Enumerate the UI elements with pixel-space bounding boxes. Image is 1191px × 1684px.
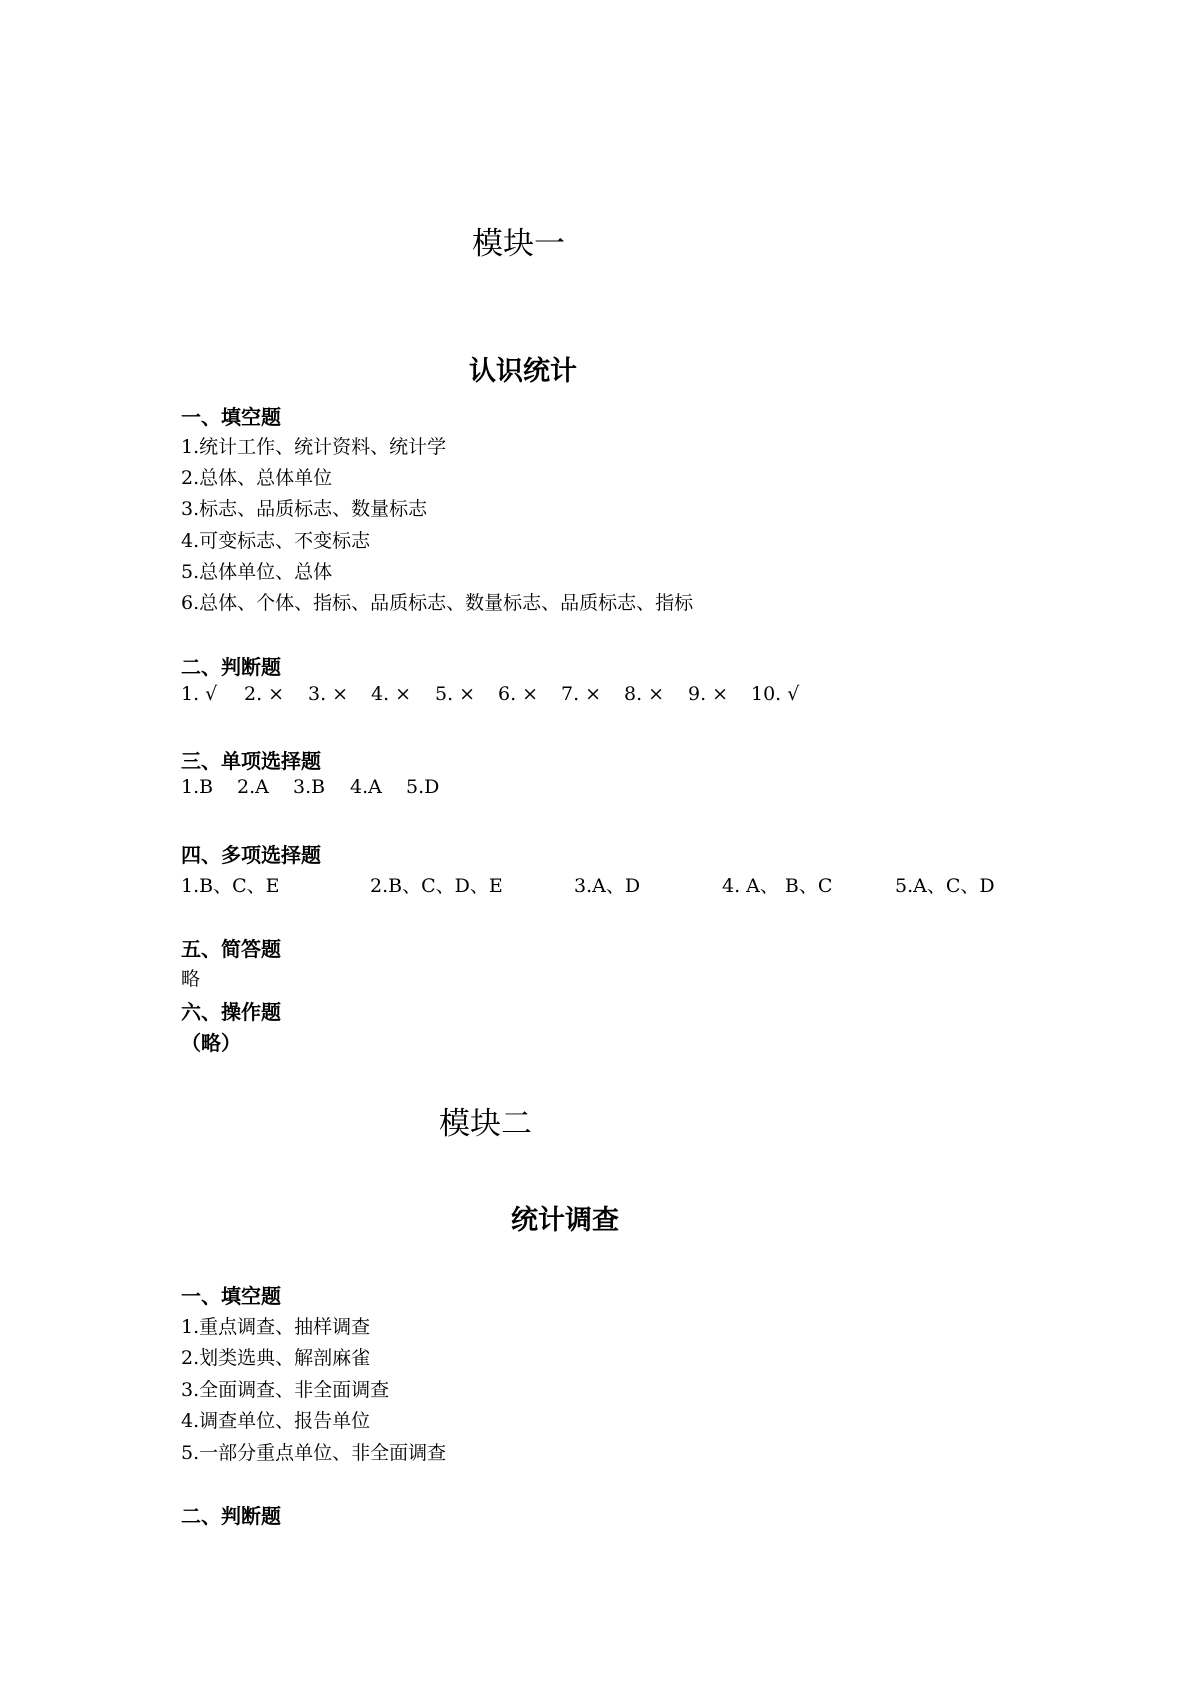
- answer-line: 4.可变标志、不变标志: [181, 530, 371, 552]
- answer-line: （略）: [181, 1031, 241, 1055]
- answer-line: 1.重点调查、抽样调查: [181, 1316, 371, 1338]
- answer-item: 3. ×: [308, 683, 349, 705]
- section-heading-fill-blank: 一、填空题: [181, 405, 281, 429]
- answer-line: 2.总体、总体单位: [181, 467, 333, 489]
- answer-line: 6.总体、个体、指标、品质标志、数量标志、品质标志、指标: [181, 592, 694, 614]
- chapter-title: 统计调查: [511, 1205, 619, 1236]
- section-heading-true-false: 二、判断题: [181, 1504, 281, 1528]
- answer-line: 略: [181, 968, 201, 990]
- answer-line: 5.一部分重点单位、非全面调查: [181, 1442, 447, 1464]
- answer-item: 3.B: [293, 776, 326, 798]
- section-heading-multi-choice: 四、多项选择题: [181, 843, 321, 867]
- module-title: 模块二: [439, 1106, 532, 1142]
- answer-item: 5.D: [406, 776, 440, 798]
- answer-line: 4.调查单位、报告单位: [181, 1410, 371, 1432]
- answer-item: 2. ×: [244, 683, 285, 705]
- answer-item: 4. A、 B、C: [722, 875, 833, 897]
- answer-item: 2.A: [237, 776, 269, 798]
- answer-item: 10. √: [751, 683, 800, 705]
- module-title: 模块一: [472, 226, 565, 262]
- answer-item: 1. √: [181, 683, 218, 705]
- answer-item: 4.A: [350, 776, 382, 798]
- answer-item: 6. ×: [498, 683, 539, 705]
- answer-item: 5. ×: [435, 683, 476, 705]
- answer-line: 2.划类选典、解剖麻雀: [181, 1347, 371, 1369]
- answer-item: 1.B: [181, 776, 214, 798]
- section-heading-true-false: 二、判断题: [181, 655, 281, 679]
- section-heading-practice: 六、操作题: [181, 1000, 281, 1024]
- answer-line: 5.总体单位、总体: [181, 561, 333, 583]
- section-heading-single-choice: 三、单项选择题: [181, 749, 321, 773]
- answer-item: 7. ×: [561, 683, 602, 705]
- answer-line: 3.全面调查、非全面调查: [181, 1379, 390, 1401]
- answer-item: 5.A、C、D: [895, 875, 995, 897]
- answer-line: 1.统计工作、统计资料、统计学: [181, 436, 447, 458]
- section-heading-fill-blank: 一、填空题: [181, 1284, 281, 1308]
- answer-item: 9. ×: [688, 683, 729, 705]
- answer-item: 3.A、D: [574, 875, 641, 897]
- section-heading-short-answer: 五、简答题: [181, 937, 281, 961]
- answer-line: 3.标志、品质标志、数量标志: [181, 498, 428, 520]
- chapter-title: 认识统计: [469, 356, 577, 387]
- answer-item: 2.B、C、D、E: [370, 875, 503, 897]
- answer-item: 4. ×: [371, 683, 412, 705]
- answer-item: 1.B、C、E: [181, 875, 280, 897]
- answer-item: 8. ×: [624, 683, 665, 705]
